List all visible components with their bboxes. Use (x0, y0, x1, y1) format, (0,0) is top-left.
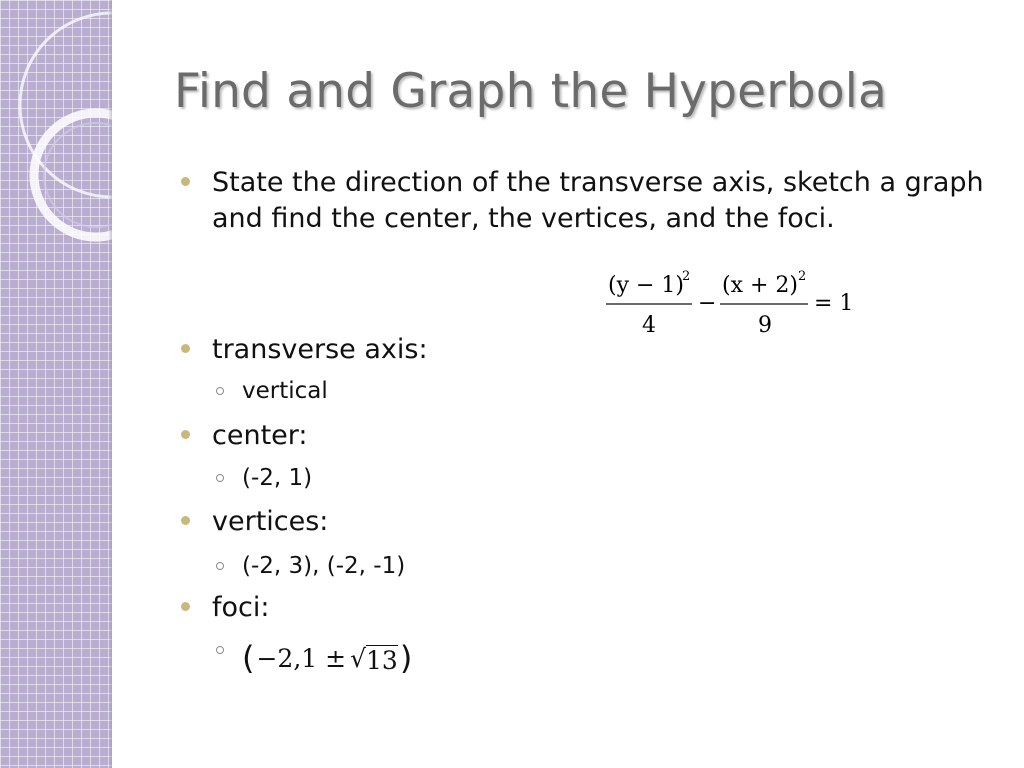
equation-numerator-1: (y − 1) (608, 273, 685, 298)
bullet-icon (181, 602, 190, 611)
foci-answer (242, 640, 412, 676)
vertices-answer: (-2, 3), (-2, -1) (242, 553, 406, 579)
equation-denominator-1: 4 (642, 313, 656, 338)
vertices-answer-row (216, 551, 405, 581)
sub-bullet-icon (216, 474, 224, 482)
foci-radicand: 13 (366, 646, 398, 675)
transverse-axis-answer: vertical (242, 378, 328, 404)
transverse-axis-label: transverse axis: (212, 334, 428, 365)
foci-expression: −2,1 ± (256, 644, 347, 673)
prompt-bullet (181, 165, 991, 237)
bullet-icon (181, 344, 190, 353)
decorative-circles (0, 0, 112, 260)
foci-bullet (181, 590, 269, 626)
decorative-side-band (0, 0, 112, 768)
slide-title: Find and Graph the Hyperbola (174, 64, 888, 119)
foci-answer-row (216, 640, 412, 676)
center-answer-row (216, 463, 312, 493)
equation-equals-one: = 1 (814, 291, 854, 316)
equation-minus: − (698, 291, 717, 316)
bullet-icon (181, 177, 190, 186)
center-bullet (181, 418, 308, 454)
foci-open-paren: ( (242, 639, 255, 677)
transverse-axis-bullet (181, 332, 428, 368)
center-answer: (-2, 1) (242, 465, 313, 491)
sub-bullet-icon (216, 646, 224, 654)
sub-bullet-icon (216, 387, 224, 395)
equation-exponent-2: 2 (798, 269, 807, 284)
foci-close-paren: ) (399, 639, 413, 677)
sqrt-icon: √ (350, 644, 367, 673)
sub-bullet-icon (216, 562, 224, 570)
center-label: center: (212, 420, 308, 451)
equation-numerator-2: (x + 2) (722, 273, 798, 298)
transverse-axis-answer-row (216, 376, 328, 406)
prompt-text: State the direction of the transverse axis, sketch a graph and find the center, the vertices, and the foci. (212, 167, 984, 234)
vertices-label: vertices: (212, 506, 329, 537)
equation-exponent-1: 2 (682, 269, 691, 284)
bullet-icon (181, 430, 190, 439)
equation-denominator-2: 9 (758, 313, 772, 338)
foci-label: foci: (212, 592, 270, 623)
bullet-icon (181, 516, 190, 525)
vertices-bullet (181, 504, 328, 540)
hyperbola-equation (600, 266, 860, 346)
